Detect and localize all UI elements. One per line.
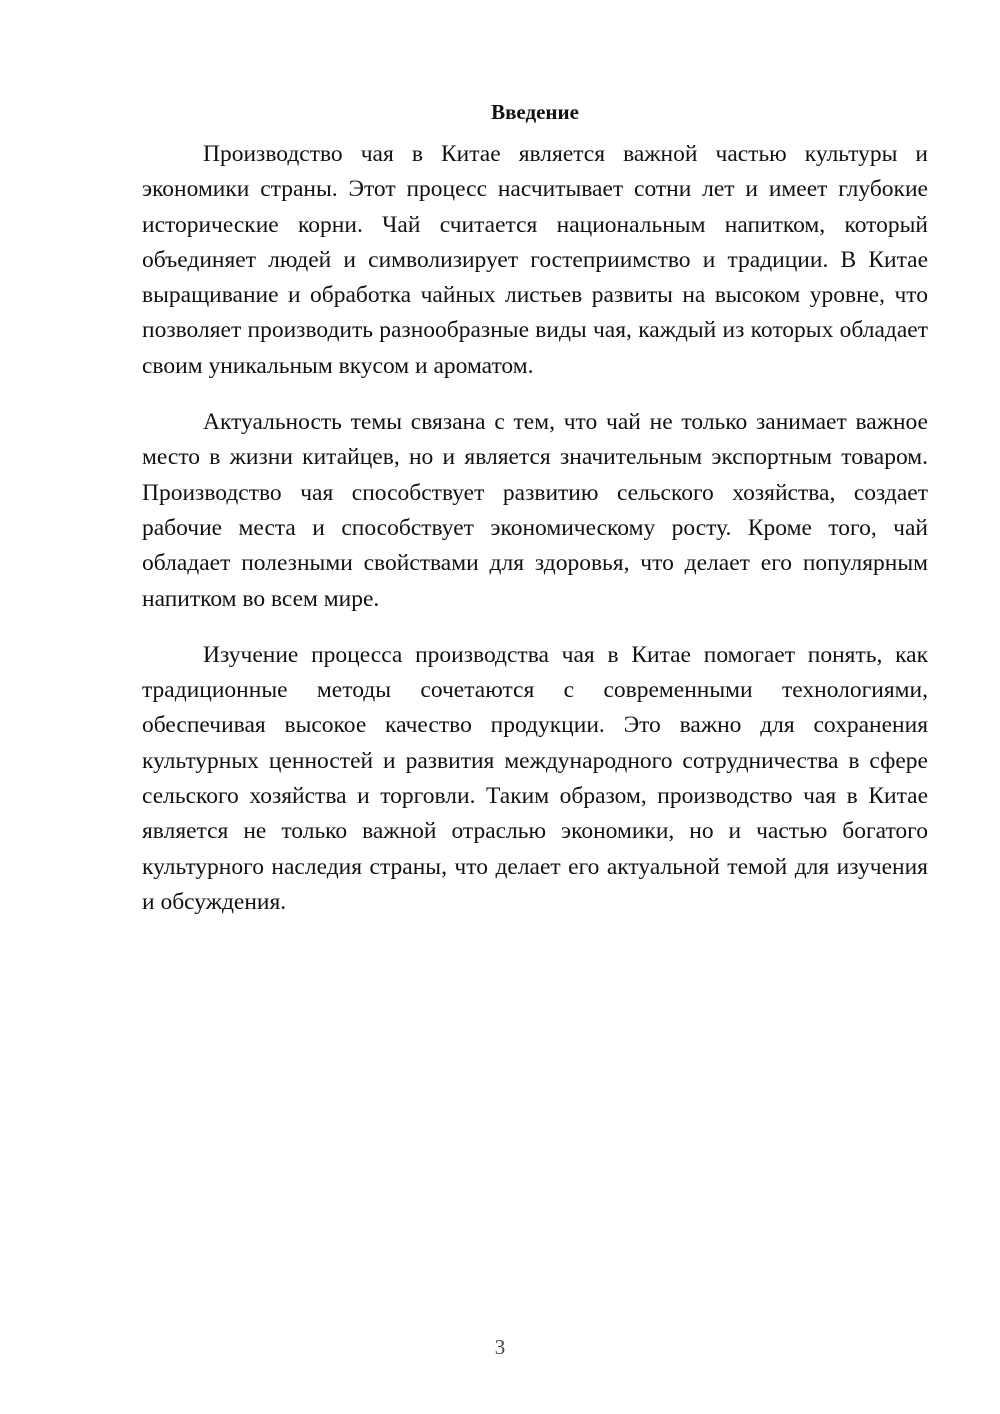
paragraph-2: Актуальность темы связана с тем, что чай не только занимает важное место в жизни китайцев, но и является значительным экспортным товаром. Производство чая способствует развитию сельского хозяйства, создает рабочие места и способствует экономическому росту. Кроме того, чай обладает полезными свойствами для здоровья, что делает его популярным напитком во всем мире. [142, 409, 928, 612]
page-content [142, 97, 928, 920]
paragraph-1: Производство чая в Китае является важной частью культуры и экономики страны. Этот процесс насчитывает сотни лет и имеет глубокие исторические корни. Чай считается национальным напитком, который объединяет людей и символизирует гостеприимство и традиции. В Китае выращивание и обработка чайных листьев развиты на высоком уровне, что позволяет производить разнообразные виды чая, каждый из которых обладает своим уникальным вкусом и ароматом. [142, 141, 928, 379]
section-heading: Введение [491, 100, 579, 124]
paragraph-3: Изучение процесса производства чая в Китае помогает понять, как традиционные методы сочетаются с современными технологиями, обеспечивая высокое качество продукции. Это важно для сохранения культурных ценностей и развития международного сотрудничества в сфере сельского хозяйства и торговли. Таким образом, производство чая в Китае является не только важной отраслью экономики, но и частью богатого культурного наследия страны, что делает его актуальной темой для изучения и обсуждения. [142, 641, 928, 915]
page-number: 3 [494, 1335, 506, 1359]
